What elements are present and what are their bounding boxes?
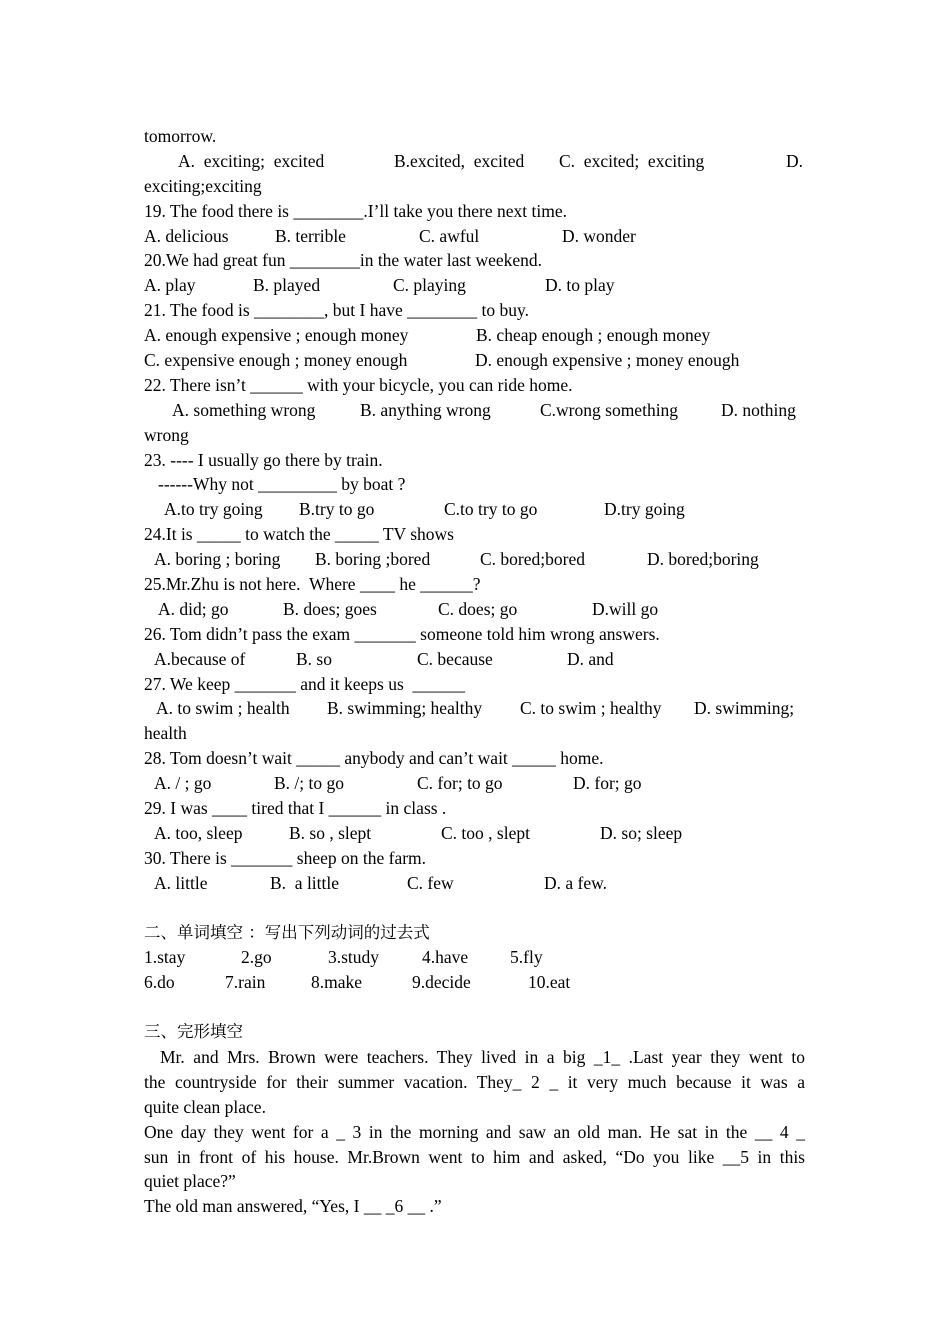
q26-option-d: D. and — [567, 648, 614, 669]
question-23: 23. ---- I usually go there by train. — [144, 449, 383, 470]
q26-option-c: C. because — [417, 648, 493, 669]
q27-option-b: B. swimming; healthy — [327, 698, 483, 719]
word-item: 4.have — [422, 947, 469, 968]
spacer — [144, 995, 805, 1020]
question-24: 24.It is _____ to watch the _____ TV shows — [144, 524, 454, 545]
word-list-row-2 — [144, 970, 805, 995]
q19-option-a: A. delicious — [144, 225, 229, 246]
q22-option-d: D. nothing — [721, 399, 796, 420]
document-page — [144, 124, 805, 1219]
q24-option-b: B. boring ;bored — [315, 549, 431, 570]
q28-option-a: A. / ; go — [154, 773, 212, 794]
cloze-line: quite clean place. — [144, 1096, 266, 1117]
question-19: 19. The food there is ________.I’ll take you there next time. — [144, 200, 567, 221]
q25-option-b: B. does; goes — [283, 598, 377, 619]
question-21: 21. The food is ________, but I have ________ to buy. — [144, 300, 529, 321]
q18-option-c: C. excited; exciting — [559, 150, 705, 171]
q30-options — [144, 871, 805, 896]
q24-option-d: D. bored;boring — [647, 549, 759, 570]
question-27: 27. We keep _______ and it keeps us ______ — [144, 673, 465, 694]
word-item: 1.stay — [144, 947, 186, 968]
q30-option-a: A. little — [154, 872, 208, 893]
word-item: 3.study — [328, 947, 380, 968]
cloze-line: the countryside for their summer vacation. They_ 2 _ it very much because it was a — [144, 1071, 805, 1092]
q24-option-c: C. bored;bored — [480, 549, 585, 570]
question-23-prompt: ------Why not _________ by boat ? — [158, 474, 406, 495]
section-3-title: 三、完形填空 — [144, 1022, 243, 1042]
q18-option-d: D. — [786, 150, 804, 171]
q27-option-d-cont: health — [144, 723, 187, 744]
q20-option-b: B. played — [253, 275, 321, 296]
q26-option-b: B. so — [296, 648, 332, 669]
q20-options — [144, 273, 805, 298]
q23-option-d: D.try going — [604, 499, 685, 520]
q25-options — [144, 597, 805, 622]
question-20: 20.We had great fun ________in the water last weekend. — [144, 250, 543, 271]
q28-option-c: C. for; to go — [417, 773, 503, 794]
q27-option-d: D. swimming; — [694, 698, 795, 719]
q26-option-a: A.because of — [154, 648, 246, 669]
word-item: 7.rain — [225, 972, 266, 993]
q29-option-c: C. too , slept — [441, 822, 530, 843]
q18-option-b: B.excited, excited — [394, 150, 525, 171]
question-22: 22. There isn’t ______ with your bicycle, you can ride home. — [144, 374, 573, 395]
q19-option-c: C. awful — [419, 225, 480, 246]
spacer — [144, 896, 805, 921]
q23-option-c: C.to try to go — [444, 499, 538, 520]
section-2-title: 二、单词填空 ：写出下列动词的过去式 — [144, 922, 430, 942]
q25-option-d: D.will go — [592, 598, 659, 619]
cloze-line: The old man answered, “Yes, I __ _6 __ .” — [144, 1196, 442, 1217]
q26-options — [144, 647, 805, 672]
word-item: 9.decide — [412, 972, 471, 993]
word-item: 8.make — [311, 972, 363, 993]
word-item: 6.do — [144, 972, 175, 993]
cloze-line — [144, 1045, 805, 1070]
q18-option-d-cont: exciting;exciting — [144, 175, 262, 196]
q29-options — [144, 821, 805, 846]
q30-option-b: B. a little — [270, 872, 340, 893]
question-25: 25.Mr.Zhu is not here. Where ____ he ______? — [144, 574, 481, 595]
q27-options — [144, 696, 805, 721]
question-23-line2 — [144, 472, 805, 497]
q30-option-c: C. few — [407, 872, 454, 893]
q29-option-d: D. so; sleep — [600, 822, 683, 843]
q22-option-b: B. anything wrong — [360, 399, 491, 420]
question-29: 29. I was ____ tired that I ______ in class . — [144, 798, 447, 819]
question-30: 30. There is _______ sheep on the farm. — [144, 847, 427, 868]
question-28: 28. Tom doesn’t wait _____ anybody and can’t wait _____ home. — [144, 748, 604, 769]
q29-option-b: B. so , slept — [289, 822, 372, 843]
q25-option-c: C. does; go — [438, 598, 518, 619]
q22-option-c: C.wrong something — [540, 399, 679, 420]
q20-option-a: A. play — [144, 275, 196, 296]
cloze-text: Mr. and Mrs. Brown were teachers. They lived in a big _1_ .Last year they went to — [160, 1046, 805, 1067]
q22-option-a: A. something wrong — [172, 399, 316, 420]
q27-option-a: A. to swim ; health — [156, 698, 290, 719]
q23-option-b: B.try to go — [299, 499, 375, 520]
q21-option-c: C. expensive enough ; money enough — [144, 350, 408, 371]
word-item: 5.fly — [510, 947, 543, 968]
q21-options-cd — [144, 348, 805, 373]
q18-option-a: A. exciting; excited — [178, 150, 325, 171]
cloze-line: quiet place?” — [144, 1171, 236, 1192]
q23-option-a: A.to try going — [164, 499, 263, 520]
q25-option-a: A. did; go — [158, 598, 229, 619]
q20-option-d: D. to play — [545, 275, 615, 296]
q23-options — [144, 497, 805, 522]
q20-option-c: C. playing — [393, 275, 466, 296]
q28-options — [144, 771, 805, 796]
q28-option-b: B. /; to go — [274, 773, 345, 794]
q24-options — [144, 547, 805, 572]
word-item: 10.eat — [528, 972, 571, 993]
word-list-row-1 — [144, 945, 805, 970]
q28-option-d: D. for; go — [573, 773, 642, 794]
q19-option-d: D. wonder — [562, 225, 636, 246]
q21-option-a: A. enough expensive ; enough money — [144, 325, 409, 346]
q29-option-a: A. too, sleep — [154, 822, 243, 843]
q22-options — [144, 398, 805, 423]
q18-options — [144, 149, 805, 174]
cloze-line: sun in front of his house. Mr.Brown went to him and asked, “Do you like __5 in this — [144, 1146, 805, 1167]
q22-option-d-cont: wrong — [144, 424, 189, 445]
word-item: 2.go — [241, 947, 272, 968]
q21-option-d: D. enough expensive ; money enough — [475, 350, 740, 371]
q21-option-b: B. cheap enough ; enough money — [476, 325, 711, 346]
q19-options — [144, 224, 805, 249]
q24-option-a: A. boring ; boring — [154, 549, 281, 570]
text-line: tomorrow. — [144, 126, 217, 146]
q21-options-ab — [144, 323, 805, 348]
q27-option-c: C. to swim ; healthy — [520, 698, 662, 719]
question-26: 26. Tom didn’t pass the exam _______ someone told him wrong answers. — [144, 623, 660, 644]
cloze-line: One day they went for a _ 3 in the morning and saw an old man. He sat in the __ 4 _ — [144, 1121, 805, 1142]
q19-option-b: B. terrible — [275, 225, 346, 246]
q30-option-d: D. a few. — [544, 872, 608, 893]
